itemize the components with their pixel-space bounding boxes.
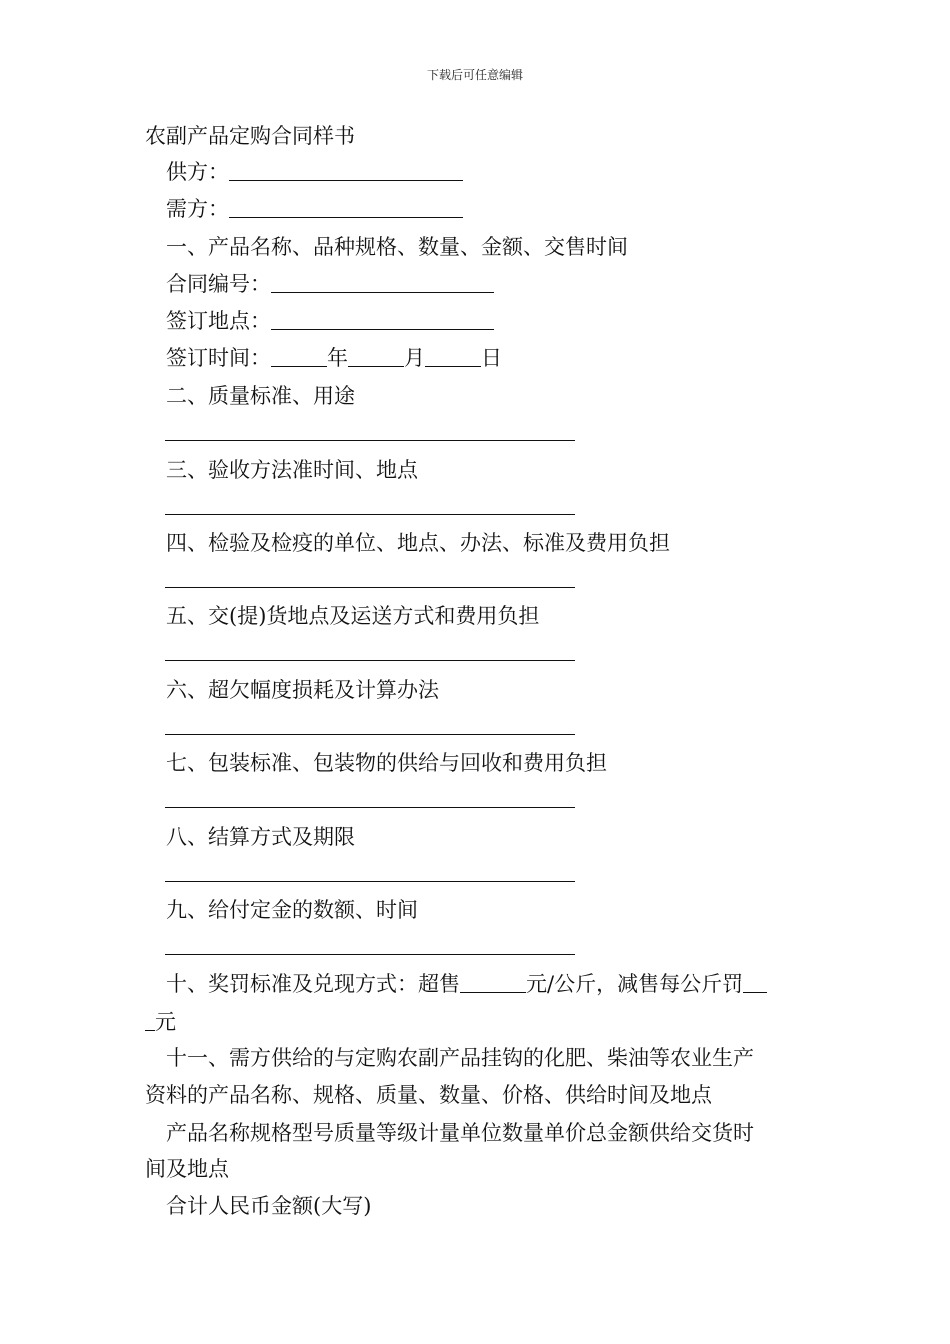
section-10-text-a: 十、奖罚标准及兑现方式：超售 — [166, 972, 460, 996]
section-2-heading: 二、质量标准、用途 — [166, 384, 355, 408]
supplier-label: 供方： — [166, 160, 229, 184]
section-9-heading: 九、给付定金的数额、时间 — [166, 898, 418, 922]
section-5-heading: 五、交(提)货地点及运送方式和费用负担 — [166, 604, 540, 628]
day-label: 日 — [481, 346, 502, 370]
table-header-line-2: 间及地点 — [145, 1157, 229, 1181]
oversale-reward-blank[interactable] — [460, 972, 526, 993]
section-6-blank[interactable] — [165, 734, 575, 735]
contract-no-blank[interactable] — [271, 272, 494, 293]
section-5-blank[interactable] — [165, 660, 575, 661]
section-8-heading: 八、结算方式及期限 — [166, 825, 355, 849]
section-10-text-b: 元/公斤，减售每公斤罚 — [526, 972, 744, 996]
page-header: 下载后可任意编辑 — [426, 68, 523, 82]
month-blank[interactable] — [348, 346, 404, 367]
contract-no-line — [166, 272, 494, 296]
section-4-heading: 四、检验及检疫的单位、地点、办法、标准及费用负担 — [166, 531, 670, 555]
buyer-label: 需方： — [166, 197, 229, 221]
section-11-line-1: 十一、需方供给的与定购农副产品挂钩的化肥、柴油等农业生产 — [166, 1046, 754, 1070]
sign-place-label: 签订地点： — [166, 309, 271, 333]
section-3-blank[interactable] — [165, 514, 575, 515]
day-blank[interactable] — [425, 346, 481, 367]
section-11-line-2: 资料的产品名称、规格、质量、数量、价格、供给时间及地点 — [145, 1083, 712, 1107]
section-4-blank[interactable] — [165, 587, 575, 588]
section-6-heading: 六、超欠幅度损耗及计算办法 — [166, 678, 439, 702]
contract-no-label: 合同编号： — [166, 272, 271, 296]
buyer-line — [166, 197, 463, 221]
document-title: 农副产品定购合同样书 — [145, 124, 355, 148]
section-7-heading: 七、包装标准、包装物的供给与回收和费用负担 — [166, 751, 607, 775]
section-7-blank[interactable] — [165, 807, 575, 808]
shortfall-penalty-blank-cont[interactable] — [145, 1010, 155, 1031]
month-label: 月 — [404, 346, 425, 370]
section-2-blank[interactable] — [165, 440, 575, 441]
supplier-blank[interactable] — [229, 160, 463, 181]
sign-time-label: 签订时间： — [166, 346, 271, 370]
section-10-line — [166, 972, 767, 996]
sign-place-blank[interactable] — [271, 309, 494, 330]
table-header-line-1: 产品名称规格型号质量等级计量单位数量单价总金额供给交货时 — [166, 1121, 754, 1145]
section-10-text-c: 元 — [155, 1010, 176, 1034]
shortfall-penalty-blank[interactable] — [743, 972, 767, 993]
sign-place-line — [166, 309, 494, 333]
section-9-blank[interactable] — [165, 954, 575, 955]
year-blank[interactable] — [271, 346, 327, 367]
buyer-blank[interactable] — [229, 197, 463, 218]
year-label: 年 — [327, 346, 348, 370]
section-3-heading: 三、验收方法准时间、地点 — [166, 458, 418, 482]
sign-time-line — [166, 346, 502, 370]
section-8-blank[interactable] — [165, 881, 575, 882]
total-amount-line: 合计人民币金额(大写) — [166, 1194, 372, 1218]
section-1-heading: 一、产品名称、品种规格、数量、金额、交售时间 — [166, 235, 628, 259]
supplier-line — [166, 160, 463, 184]
section-10-line-2 — [145, 1010, 176, 1034]
